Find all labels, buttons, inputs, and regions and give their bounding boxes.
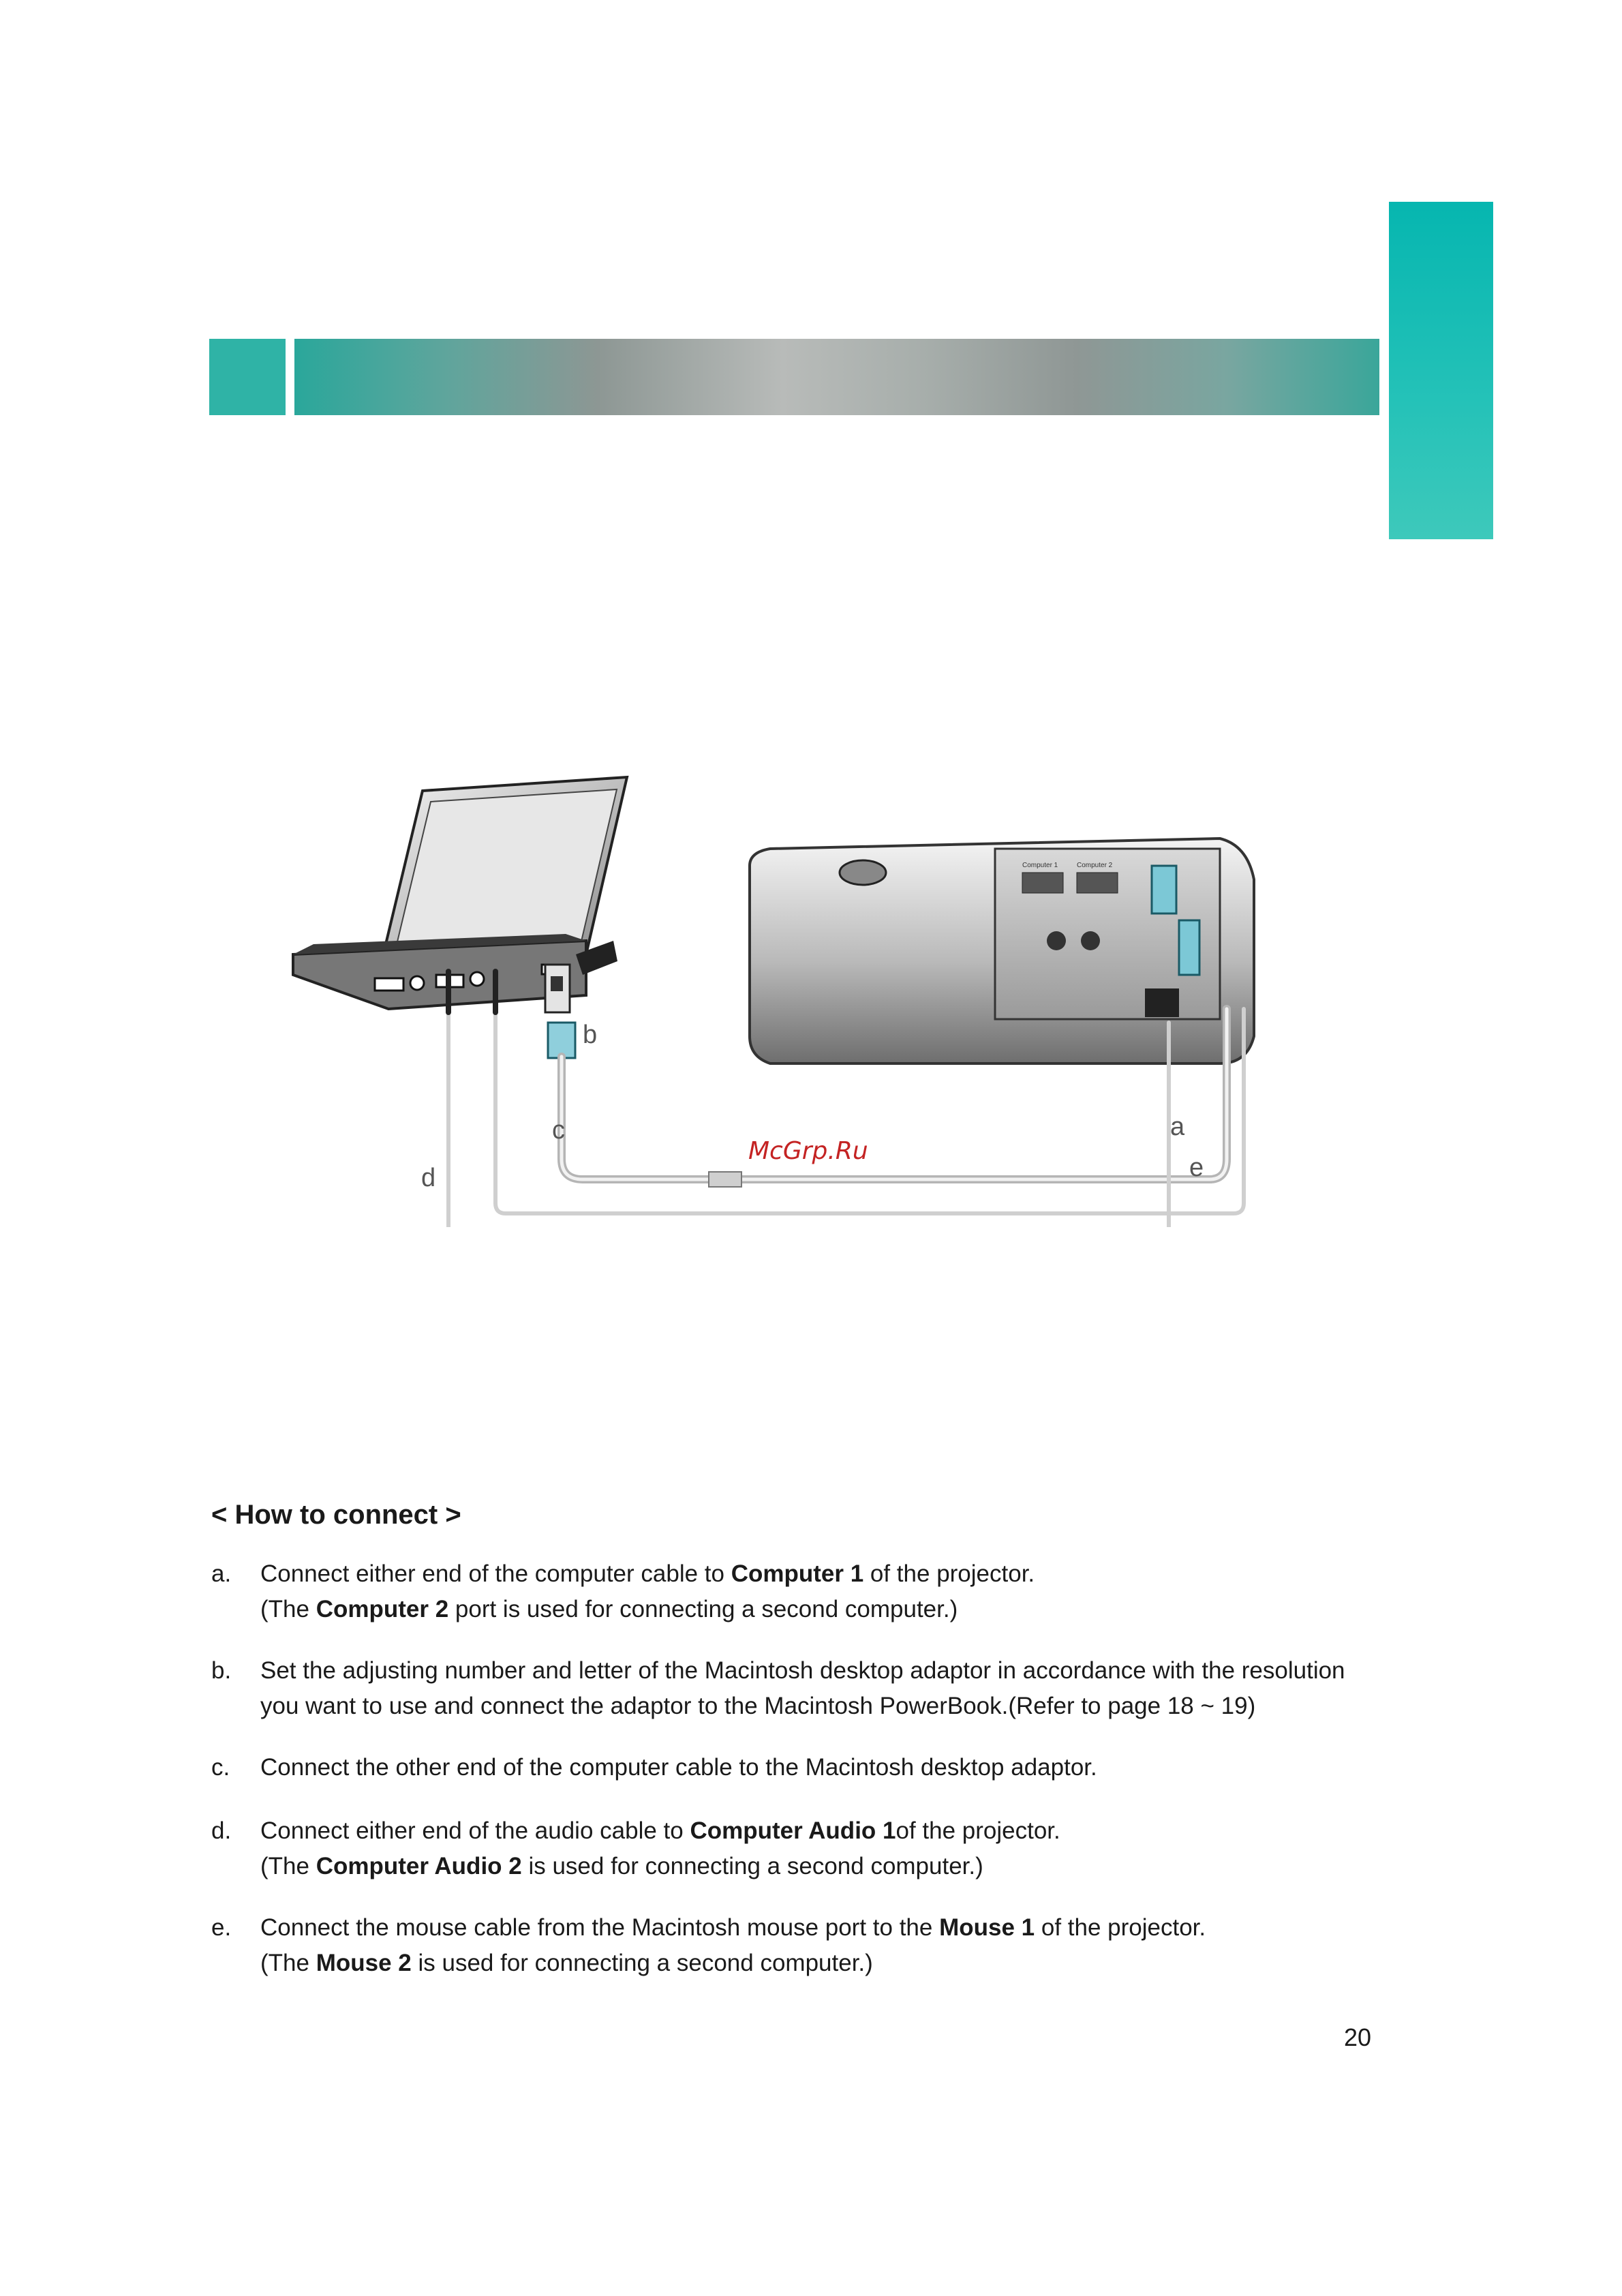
panel-label-computer1: Computer 1 [1022,862,1058,869]
step-e-line1: Connect the mouse cable from the Macintosh mouse port to the Mouse 1 of the projector. [260,1914,1206,1941]
callout-d: d [421,1164,436,1192]
step-d-line2: (The Computer Audio 2 is used for connecting a second computer.) [260,1853,983,1879]
step-a-line2: (The Computer 2 port is used for connecting a second computer.) [260,1596,958,1622]
laptop-illustration [293,777,627,1009]
callout-e: e [1189,1153,1204,1182]
connection-illustration [273,736,1281,1227]
step-a-line1: Connect either end of the computer cable to Computer 1 of the projector. [260,1560,1035,1587]
callout-c: c [552,1116,565,1145]
step-b-line2: you want to use and connect the adaptor to the Macintosh PowerBook.(Refer to page 18 ~ 19) [260,1693,1256,1719]
projector-illustration [750,839,1254,1063]
callout-b: b [583,1021,598,1049]
callout-a: a [1170,1113,1185,1141]
step-e-line2: (The Mouse 2 is used for connecting a second computer.) [260,1950,873,1976]
step-letter: c. [211,1754,230,1781]
step-c-line1: Connect the other end of the computer cable to the Macintosh desktop adaptor. [260,1754,1097,1781]
step-d-line1: Connect either end of the audio cable to Computer Audio 1of the projector. [260,1817,1060,1844]
section-heading: < How to connect > [211,1500,461,1530]
panel-label-computer2: Computer 2 [1077,862,1113,869]
watermark: McGrp.Ru [748,1137,868,1165]
step-letter: d. [211,1817,232,1844]
header-bar [294,339,1379,415]
page-number: 20 [1344,2023,1372,2051]
chapter-tab [1389,202,1493,539]
step-b-line1: Set the adjusting number and letter of the Macintosh desktop adaptor in accordance with the resolution [260,1657,1345,1684]
step-letter: e. [211,1914,232,1941]
step-letter: a. [211,1560,232,1587]
step-letter: b. [211,1657,232,1684]
header-square [209,339,286,415]
